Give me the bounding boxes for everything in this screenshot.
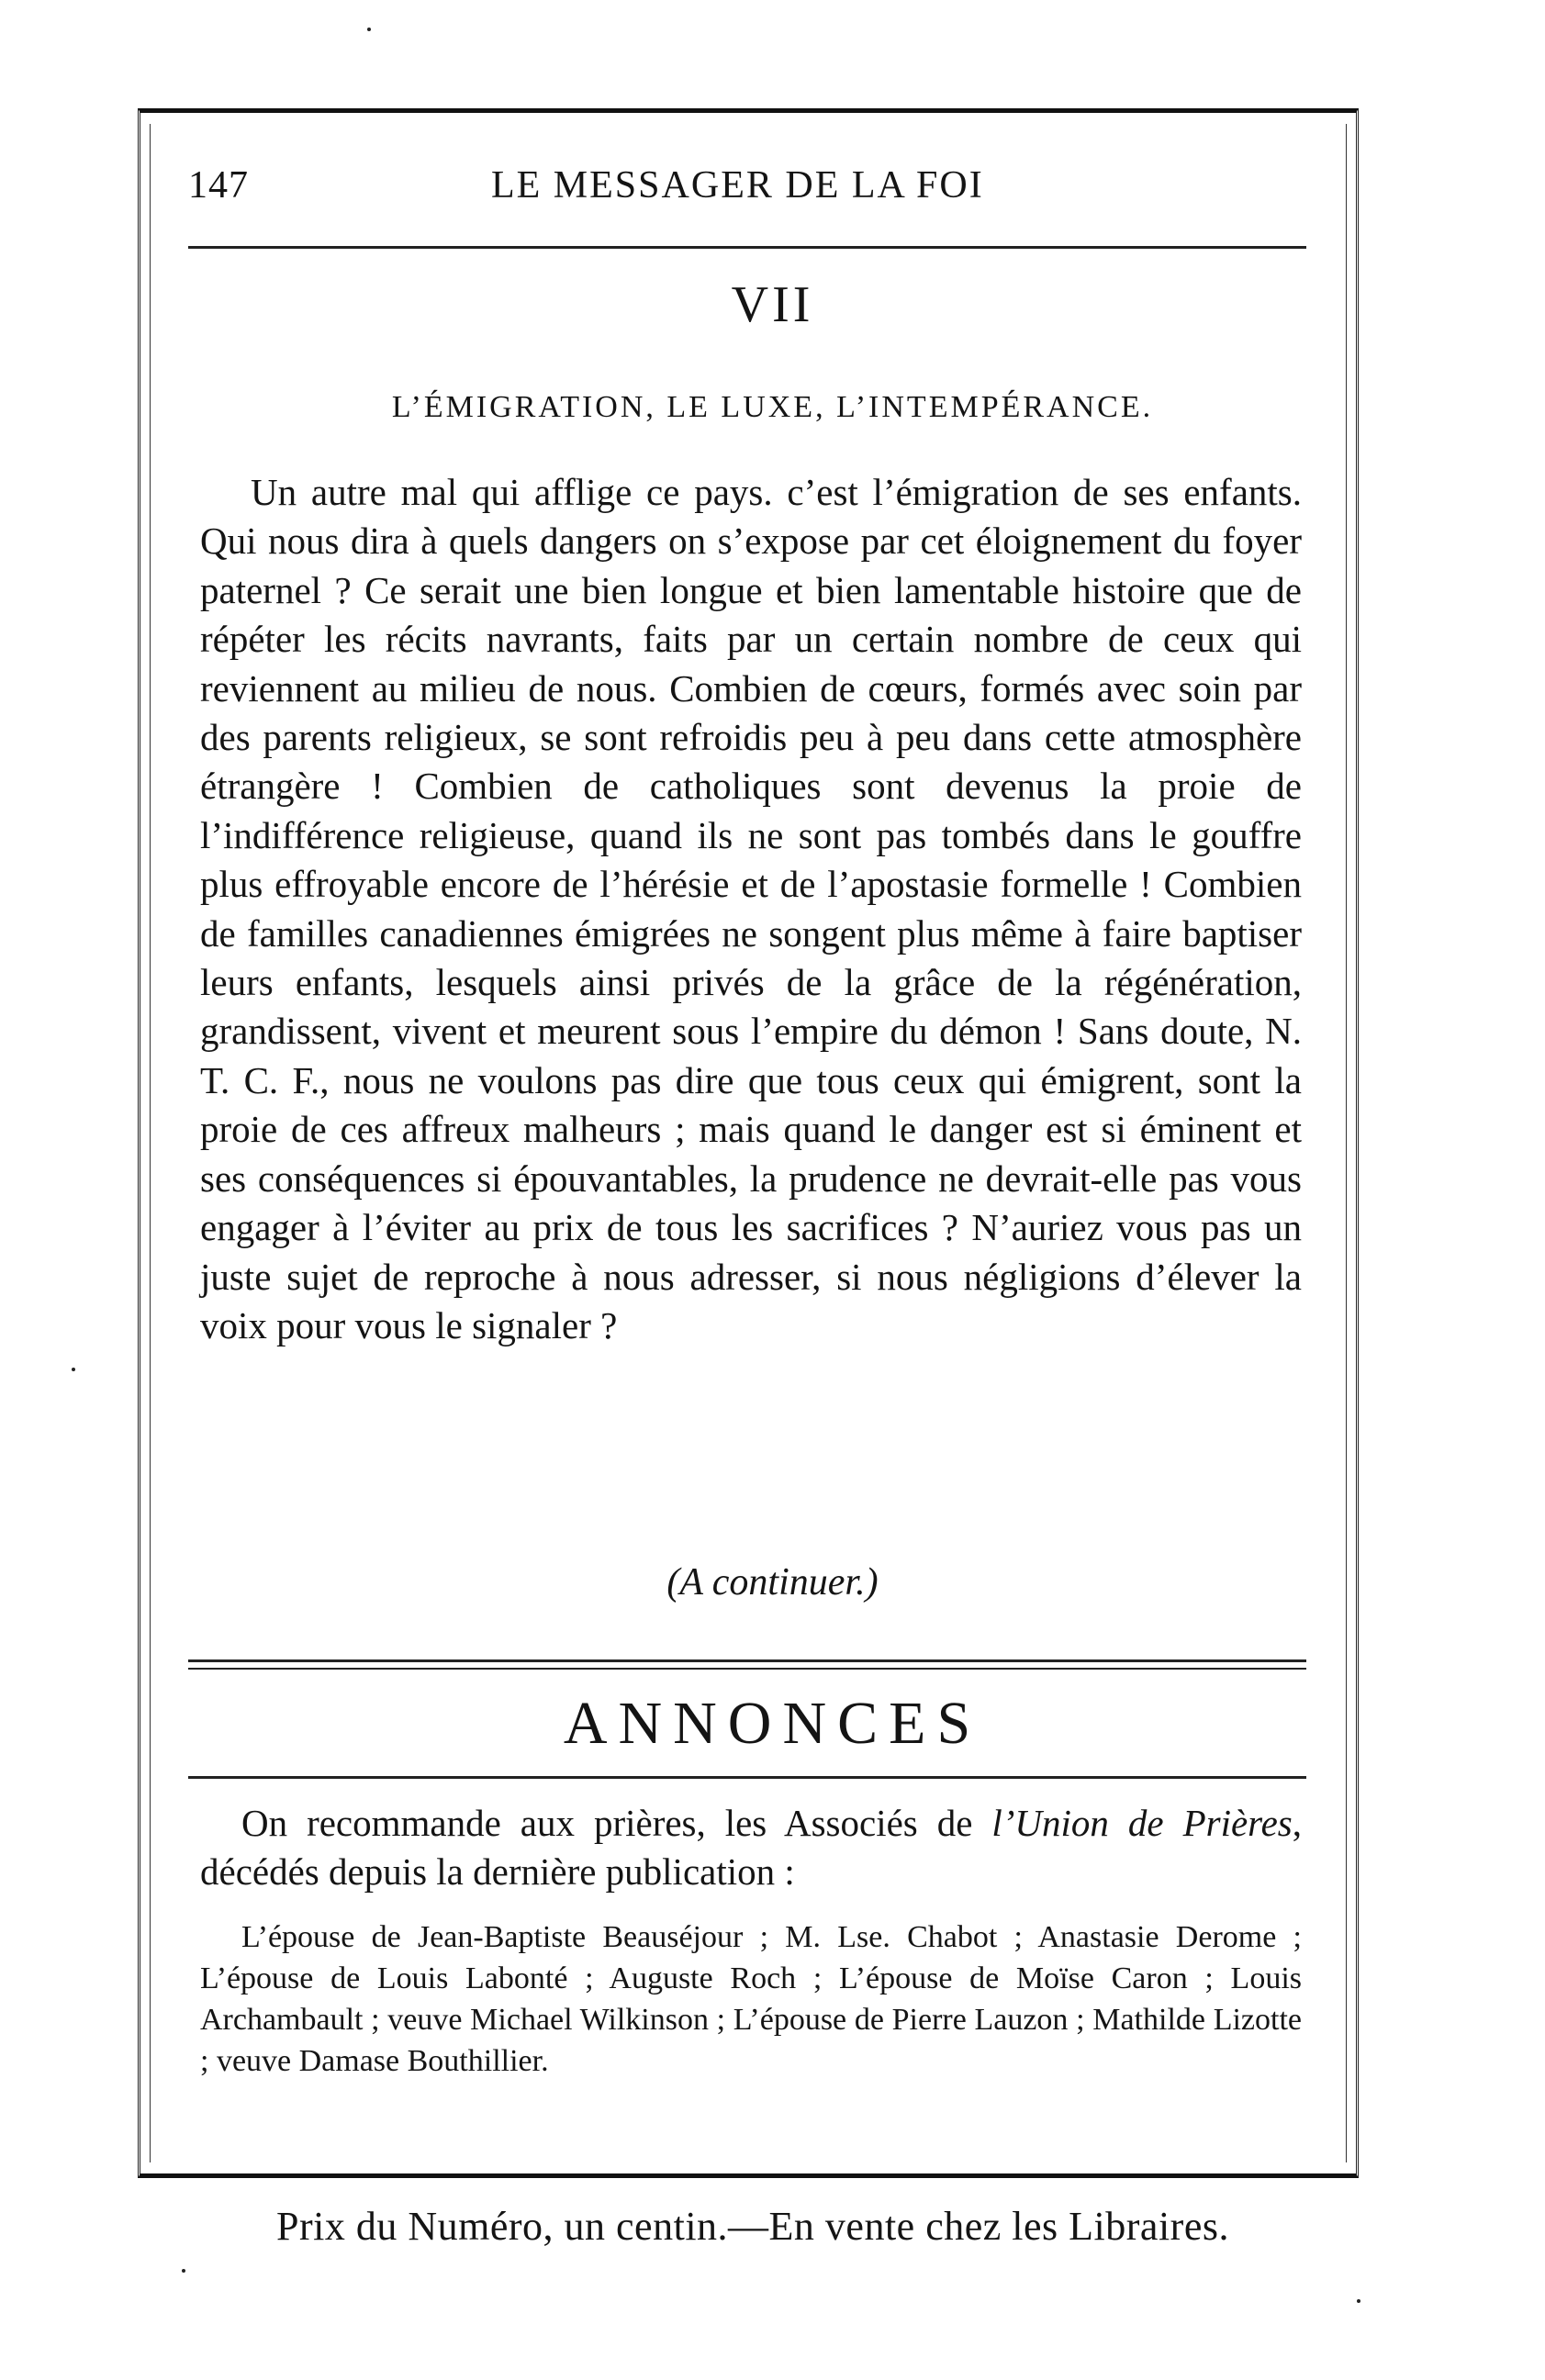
running-header — [188, 163, 1304, 218]
annonces-intro-end: , décédés depuis la dernière publication : — [200, 1802, 1303, 1893]
print-speck — [72, 1368, 75, 1371]
print-speck — [1357, 2299, 1360, 2303]
section-rule-top — [188, 1659, 1306, 1662]
print-speck — [182, 2269, 185, 2273]
continue-note: (A continuer.) — [666, 1561, 879, 1603]
annonces-heading: ANNONCES — [563, 1690, 982, 1757]
annonces-intro-start: On recommande aux prières, les Associés de — [241, 1802, 992, 1844]
annonces-rule — [188, 1776, 1306, 1779]
page-number: 147 — [188, 164, 249, 207]
chapter-number: VII — [731, 276, 814, 333]
print-speck — [367, 28, 371, 31]
chapter-title: L’ÉMIGRATION, LE LUXE, L’INTEMPÉRANCE. — [391, 390, 1154, 424]
annonces-list: L’épouse de Jean-Baptiste Beauséjour ; M. Lse. Chabot ; Anastasie Derome ; L’épouse de Louis Labonté ; Auguste Roch ; L’épouse de Moïse Caron ; Louis Archambault ; veuve Michael Wilkinson ; L’épouse de Pierre Lauzon ; Mathilde Lizotte ; veuve Damase Bouthillier. — [200, 1920, 1302, 2078]
section-rule-bottom — [188, 1668, 1306, 1670]
annonces-intro — [200, 1799, 1302, 1896]
footer-price-note: Prix du Numéro, un centin.—En vente chez les Libraires. — [276, 2204, 1229, 2249]
header-rule — [188, 246, 1306, 249]
body-paragraph: Un autre mal qui afflige ce pays. c’est l’émigration de ses enfants. Qui nous dira à quels dangers on s’expose par cet éloignement du foyer paternel ? Ce serait une bien longue et bien lamentable histoire que de répéter les récits navrants, faits par un certain nombre de ceux qui reviennent au milieu de nous. Combien de cœurs, formés avec soin par des parents religieux, se sont refroidis peu à peu dans cette atmosphère étrangère ! Combien de catholiques sont devenus la proie de l’indifférence religieuse, quand ils ne sont pas tombés dans le gouffre plus effroyable encore de l’hérésie et de l’apostasie formelle ! Combien de familles canadiennes émigrées ne songent plus même à faire baptiser leurs enfants, lesquels ainsi privés de la grâce de la régénération, grandissent, vivent et meurent sous l’empire du démon ! Sans doute, N. T. C. F., nous ne voulons pas dire que tous ceux qui émigrent, sont la proie de ces affreux malheurs ; mais quand le danger est si éminent et ses conséquences si épouvantables, la prudence ne devrait-elle pas vous engager à l’éviter au prix de tous les sacrifices ? N’auriez vous pas un juste sujet de reproche à nous adresser, si nous négligions d’élever la voix pour vous le signaler ? — [200, 471, 1302, 1346]
annonces-intro-italic: l’Union de Prières — [991, 1802, 1293, 1844]
running-title: LE MESSAGER DE LA FOI — [491, 164, 984, 207]
